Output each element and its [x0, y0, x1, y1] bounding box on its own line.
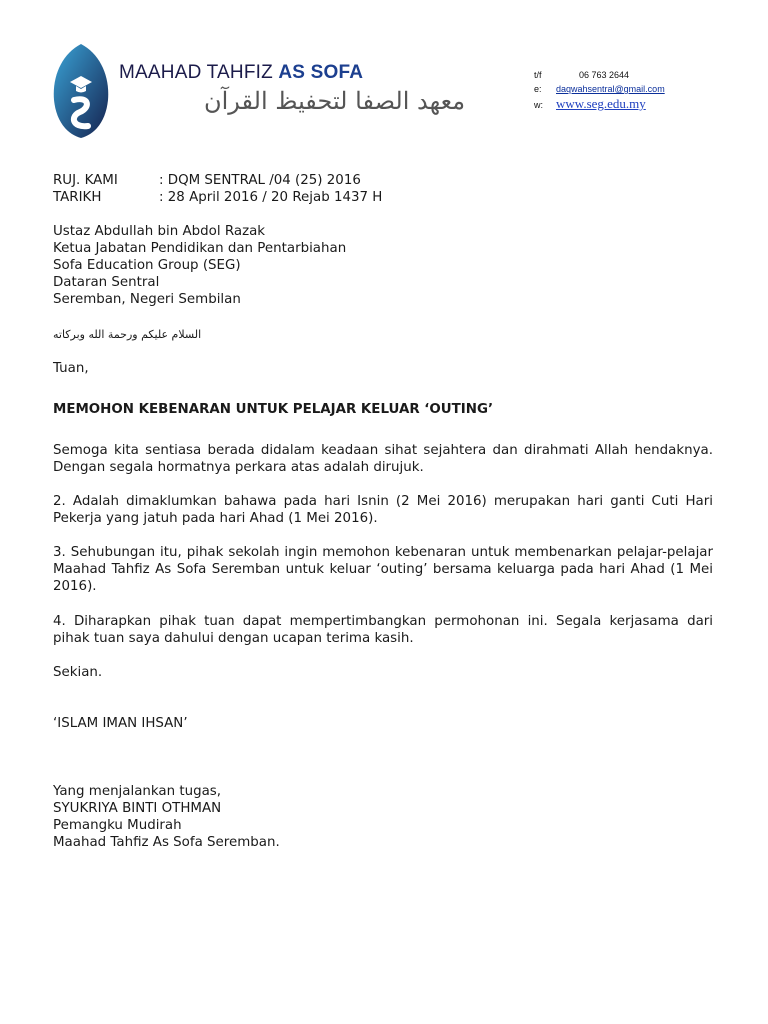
- recipient-line: Ketua Jabatan Pendidikan dan Pentarbiahan: [53, 241, 347, 256]
- ruj-label: RUJ. KAMI: [53, 173, 118, 188]
- recipient-address: [53, 223, 346, 308]
- signature-line: Pemangku Mudirah: [53, 818, 182, 833]
- recipient-line: Dataran Sentral: [53, 275, 160, 290]
- motto: ‘ISLAM IMAN IHSAN’: [53, 716, 188, 731]
- salam-greeting: السلام عليكم ورحمة الله وبركاته: [53, 328, 202, 341]
- web-label: w:: [534, 100, 543, 110]
- paragraph-1: Semoga kita sentiasa berada didalam keadaan sihat sejahtera dan dirahmati Allah hendaknya. Dengan segala hormatnya perkara atas adalah dirujuk.: [53, 443, 713, 475]
- greeting: Tuan,: [53, 361, 89, 376]
- signature-block: [53, 783, 280, 851]
- email-link[interactable]: daqwahsentral@gmail.com: [556, 84, 665, 94]
- recipient-line: Sofa Education Group (SEG): [53, 258, 241, 273]
- signature-line: Maahad Tahfiz As Sofa Seremban.: [53, 835, 280, 850]
- school-name-part1: MAAHAD TAHFIZ: [119, 62, 279, 83]
- closing: Sekian.: [53, 665, 103, 680]
- signature-line: SYUKRIYA BINTI OTHMAN: [53, 801, 222, 816]
- arabic-school-name: معهد الصفا لتحفيظ القرآن: [204, 87, 466, 115]
- letter-subject: MEMOHON KEBENARAN UNTUK PELAJAR KELUAR ‘OUTING’: [53, 402, 494, 417]
- contact-block: [534, 69, 665, 111]
- paragraph-4: 4. Diharapkan pihak tuan dapat mempertimbangkan permohonan ini. Segala kerjasama dari pihak tuan saya dahului dengan ucapan terima kasih.: [53, 614, 713, 646]
- reference-block: [53, 172, 382, 206]
- phone-label: t/f: [534, 70, 542, 80]
- school-name-part2: AS SOFA: [278, 62, 364, 83]
- ruj-value: : DQM SENTRAL /04 (25) 2016: [159, 173, 361, 188]
- paragraph-3: 3. Sehubungan itu, pihak sekolah ingin memohon kebenaran untuk membenarkan pelajar-pelajar Maahad Tahfiz As Sofa Seremban untuk keluar ‘outing’ bersama keluarga pada hari Ahad (1 Mei 2016).: [53, 545, 713, 594]
- recipient-line: Ustaz Abdullah bin Abdol Razak: [53, 224, 266, 239]
- phone-number: 06 763 2644: [579, 70, 630, 80]
- recipient-line: Seremban, Negeri Sembilan: [53, 292, 241, 307]
- website-link[interactable]: www.seg.edu.my: [556, 96, 646, 111]
- paragraph-2: 2. Adalah dimaklumkan bahawa pada hari Isnin (2 Mei 2016) merupakan hari ganti Cuti Hari Pekerja yang jatuh pada hari Ahad (1 Mei 2016).: [53, 494, 713, 526]
- tarikh-value: : 28 April 2016 / 20 Rejab 1437 H: [159, 190, 383, 205]
- school-name: [119, 62, 363, 84]
- tarikh-label: TARIKH: [53, 190, 102, 205]
- school-logo-icon: [50, 42, 112, 140]
- email-label: e:: [534, 84, 542, 94]
- signature-line: Yang menjalankan tugas,: [53, 784, 222, 799]
